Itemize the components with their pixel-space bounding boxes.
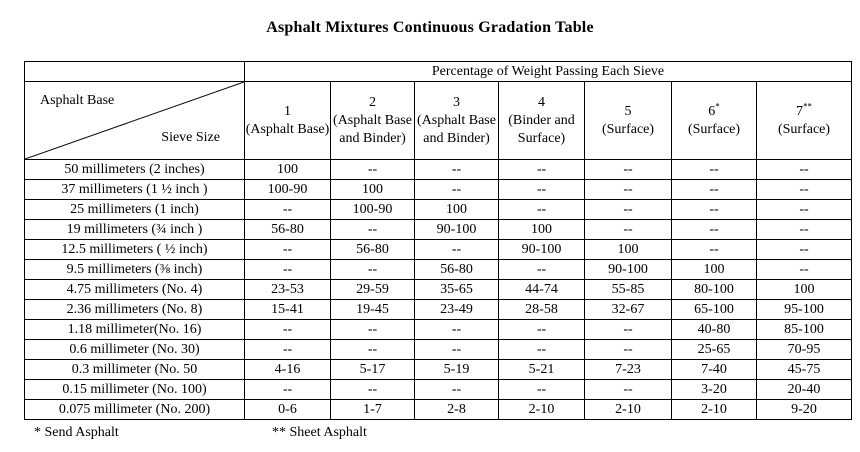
value-cell: 5-17: [331, 360, 415, 380]
value-cell: --: [245, 260, 331, 280]
column-description: (Surface): [777, 121, 831, 137]
value-cell: --: [672, 160, 757, 180]
corner-spacer: [25, 62, 245, 82]
value-cell: 23-53: [245, 280, 331, 300]
value-cell: 29-59: [331, 280, 415, 300]
value-cell: --: [499, 200, 585, 220]
value-cell: --: [585, 380, 672, 400]
table-row: [25, 380, 852, 400]
value-cell: 100-90: [245, 180, 331, 200]
sieve-size-cell: 0.15 millimeter (No. 100): [25, 380, 245, 400]
column-number: 3: [453, 94, 460, 110]
column-description: (Asphalt Base): [245, 121, 330, 137]
value-cell: --: [672, 220, 757, 240]
value-cell: 45-75: [757, 360, 852, 380]
footnote-sand-asphalt: * Send Asphalt: [34, 425, 119, 440]
column-header-cell: [415, 82, 499, 160]
column-header-cell: [245, 82, 331, 160]
value-cell: --: [757, 200, 852, 220]
value-cell: --: [245, 380, 331, 400]
span-header-row: [25, 62, 852, 82]
sieve-size-cell: 0.3 millimeter (No. 50: [25, 360, 245, 380]
value-cell: --: [415, 340, 499, 360]
value-cell: --: [585, 200, 672, 220]
column-header-cell: [585, 82, 672, 160]
column-number: 6*: [708, 100, 720, 119]
value-cell: 90-100: [415, 220, 499, 240]
value-cell: --: [331, 320, 415, 340]
value-cell: 9-20: [757, 400, 852, 420]
span-header-cell: Percentage of Weight Passing Each Sieve: [245, 62, 852, 82]
value-cell: 5-19: [415, 360, 499, 380]
column-header-row: [25, 82, 852, 160]
value-cell: 100: [672, 260, 757, 280]
sieve-size-cell: 4.75 millimeters (No. 4): [25, 280, 245, 300]
value-cell: 1-7: [331, 400, 415, 420]
value-cell: 56-80: [415, 260, 499, 280]
value-cell: --: [499, 380, 585, 400]
column-header-cell: [499, 82, 585, 160]
value-cell: 2-10: [585, 400, 672, 420]
table-row: [25, 280, 852, 300]
footnote-sheet-asphalt: ** Sheet Asphalt: [272, 425, 367, 440]
value-cell: --: [672, 200, 757, 220]
value-cell: --: [415, 160, 499, 180]
table-body: [25, 62, 852, 420]
value-cell: 32-67: [585, 300, 672, 320]
table-row: [25, 340, 852, 360]
corner-label-asphalt-base: Asphalt Base: [40, 93, 115, 108]
value-cell: 0-6: [245, 400, 331, 420]
value-cell: 40-80: [672, 320, 757, 340]
table-row: [25, 300, 852, 320]
column-number: 1: [284, 103, 291, 119]
sieve-size-cell: 2.36 millimeters (No. 8): [25, 300, 245, 320]
page-title: Asphalt Mixtures Continuous Gradation Table: [266, 19, 594, 36]
column-number: 4: [538, 94, 545, 110]
value-cell: 19-45: [331, 300, 415, 320]
value-cell: 25-65: [672, 340, 757, 360]
value-cell: --: [757, 260, 852, 280]
value-cell: 85-100: [757, 320, 852, 340]
value-cell: 90-100: [499, 240, 585, 260]
value-cell: 80-100: [672, 280, 757, 300]
value-cell: --: [245, 320, 331, 340]
sieve-size-cell: 19 millimeters (¾ inch ): [25, 220, 245, 240]
value-cell: 4-16: [245, 360, 331, 380]
value-cell: --: [499, 180, 585, 200]
footnote-marker: *: [715, 100, 720, 111]
table-row: [25, 260, 852, 280]
value-cell: --: [757, 180, 852, 200]
value-cell: --: [331, 160, 415, 180]
value-cell: 2-10: [672, 400, 757, 420]
value-cell: 5-21: [499, 360, 585, 380]
value-cell: 7-23: [585, 360, 672, 380]
value-cell: 3-20: [672, 380, 757, 400]
value-cell: --: [757, 240, 852, 260]
column-number: 5: [624, 103, 632, 119]
value-cell: 7-40: [672, 360, 757, 380]
column-header-cell: [331, 82, 415, 160]
value-cell: --: [331, 380, 415, 400]
footnotes: [0, 425, 860, 445]
column-description: (Asphalt Base and Binder): [333, 112, 412, 146]
value-cell: 100: [757, 280, 852, 300]
table-row: [25, 240, 852, 260]
footnote-marker: **: [803, 100, 812, 111]
value-cell: --: [499, 340, 585, 360]
table-row: [25, 200, 852, 220]
table-row: [25, 220, 852, 240]
sieve-size-cell: 1.18 millimeter(No. 16): [25, 320, 245, 340]
value-cell: --: [499, 260, 585, 280]
value-cell: 100: [585, 240, 672, 260]
value-cell: 55-85: [585, 280, 672, 300]
sieve-size-cell: 37 millimeters (1 ½ inch ): [25, 180, 245, 200]
value-cell: 56-80: [331, 240, 415, 260]
value-cell: 70-95: [757, 340, 852, 360]
column-number: 2: [369, 94, 376, 110]
sieve-size-cell: 25 millimeters (1 inch): [25, 200, 245, 220]
table-row: [25, 400, 852, 420]
value-cell: --: [672, 180, 757, 200]
value-cell: 90-100: [585, 260, 672, 280]
value-cell: --: [245, 240, 331, 260]
value-cell: 56-80: [245, 220, 331, 240]
value-cell: --: [757, 220, 852, 240]
gradation-table: [24, 61, 852, 420]
value-cell: 95-100: [757, 300, 852, 320]
sieve-size-cell: 9.5 millimeters (⅜ inch): [25, 260, 245, 280]
value-cell: --: [672, 240, 757, 260]
value-cell: 100: [499, 220, 585, 240]
value-cell: --: [585, 180, 672, 200]
column-header-cell: [672, 82, 757, 160]
value-cell: --: [585, 340, 672, 360]
value-cell: 44-74: [499, 280, 585, 300]
document-page: [0, 19, 860, 445]
column-description: (Binder and Surface): [508, 112, 575, 146]
corner-label-sieve-size: Sieve Size: [161, 130, 220, 145]
value-cell: 100: [245, 160, 331, 180]
table-row: [25, 320, 852, 340]
table-row: [25, 360, 852, 380]
value-cell: --: [757, 160, 852, 180]
value-cell: --: [499, 320, 585, 340]
value-cell: --: [331, 260, 415, 280]
value-cell: --: [415, 320, 499, 340]
sieve-size-cell: 0.075 millimeter (No. 200): [25, 400, 245, 420]
value-cell: --: [415, 380, 499, 400]
value-cell: --: [415, 240, 499, 260]
value-cell: --: [585, 220, 672, 240]
column-description: (Surface): [687, 121, 741, 137]
diagonal-header-cell: [25, 82, 245, 160]
column-description: (Asphalt Base and Binder): [417, 112, 496, 146]
sieve-size-cell: 50 millimeters (2 inches): [25, 160, 245, 180]
column-header-cell: [757, 82, 852, 160]
column-description: (Surface): [601, 121, 655, 137]
value-cell: 100: [415, 200, 499, 220]
value-cell: 23-49: [415, 300, 499, 320]
sieve-size-cell: 12.5 millimeters ( ½ inch): [25, 240, 245, 260]
value-cell: 65-100: [672, 300, 757, 320]
value-cell: --: [245, 340, 331, 360]
value-cell: 15-41: [245, 300, 331, 320]
value-cell: --: [499, 160, 585, 180]
value-cell: 2-8: [415, 400, 499, 420]
value-cell: 20-40: [757, 380, 852, 400]
sieve-size-cell: 0.6 millimeter (No. 30): [25, 340, 245, 360]
value-cell: --: [585, 320, 672, 340]
value-cell: --: [245, 200, 331, 220]
value-cell: --: [585, 160, 672, 180]
table-row: [25, 160, 852, 180]
value-cell: --: [415, 180, 499, 200]
value-cell: --: [331, 220, 415, 240]
value-cell: 2-10: [499, 400, 585, 420]
value-cell: 100: [331, 180, 415, 200]
value-cell: 35-65: [415, 280, 499, 300]
value-cell: 100-90: [331, 200, 415, 220]
table-row: [25, 180, 852, 200]
value-cell: 28-58: [499, 300, 585, 320]
column-number: 7**: [796, 100, 812, 119]
value-cell: --: [331, 340, 415, 360]
